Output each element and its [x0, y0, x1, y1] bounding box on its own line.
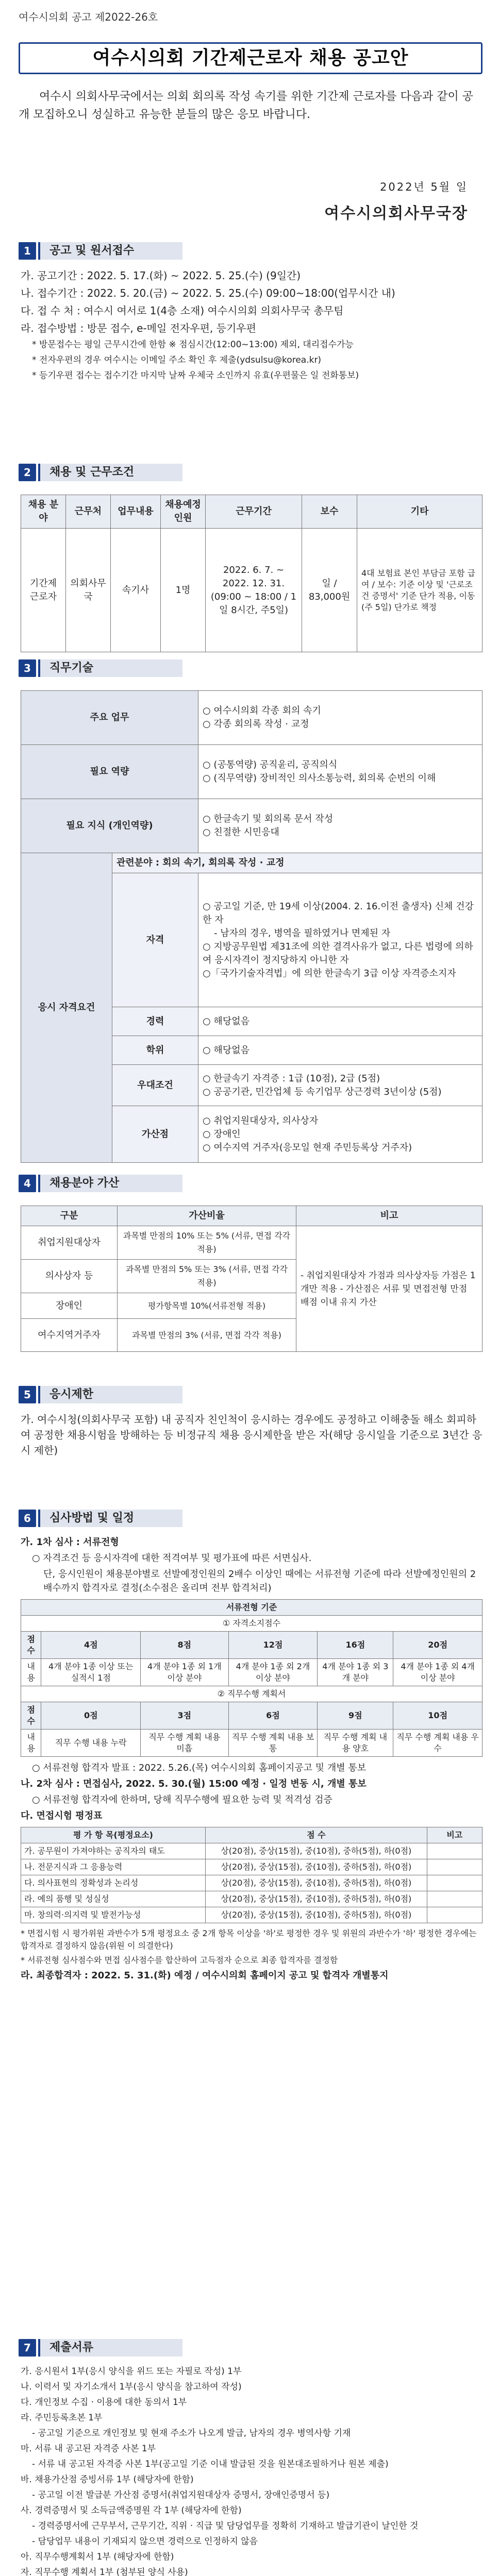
table-cell	[427, 1875, 482, 1891]
table-header: 채용 분야	[21, 495, 66, 529]
row-header: 경력	[112, 1007, 198, 1036]
row-header: 자격	[112, 873, 198, 1007]
section-7-header	[19, 2339, 182, 2357]
section-label: 제출서류	[38, 2339, 182, 2357]
table-cell: 4대 보험료 본인 부담금 포함 급여 / 보수: 기준 이상 및 '근로조건 증명서' 기준 단가 적용, 이동(주 5일) 단가로 책정	[357, 529, 483, 652]
value-line: ○「국가기술자격법」에 의한 한글속기 3급 이상 자격증소지자	[203, 968, 456, 979]
row-value	[198, 799, 483, 853]
table-header: 4점	[41, 1632, 141, 1659]
row-header: 필요 지식 (개인역량)	[21, 799, 198, 853]
section-5-header	[19, 1386, 182, 1403]
table-subtitle: ① 자격소지점수	[21, 1616, 483, 1632]
table-header: 9점	[318, 1702, 393, 1730]
s7-line: 나. 이력서 및 자기소개서 1부(응시 양식을 참고하여 작성)	[21, 2382, 242, 2392]
s1-note: * 등기우편 접수는 접수기간 마지막 날짜 우체국 소인까지 유효(우편물은 일 전화통보)	[32, 370, 359, 381]
s7-line: - 공고일 이전 발급분 가산점 증명서(취업지원대상자 증명서, 장애인증명서 등)	[32, 2490, 330, 2500]
section-label: 직무기술	[38, 659, 182, 677]
table-cell	[427, 1843, 482, 1859]
document-criteria-table	[21, 1599, 483, 1757]
row-header: 우대조건	[112, 1065, 198, 1106]
s7-line: - 경력증명서에 근무부서, 근무기간, 직위 · 직급 및 담당업무를 정확히 기재하고 발급기관이 날인한 것	[32, 2521, 419, 2531]
table-header: 비고	[296, 1206, 483, 1226]
s1-line: 라. 접수방법 : 방문 접수, e-메일 전자우편, 등기우편	[21, 322, 256, 334]
page-title: 여수시의회 기간제근로자 채용 공고안	[92, 47, 409, 69]
table-header: 업무내용	[111, 495, 161, 529]
s1-line: 다. 접 수 처 : 여수시 여서로 1(4층 소재) 여수시의회 의회사무국 총무팀	[21, 304, 344, 317]
notice-number: 여수시의회 공고 제2022-26호	[19, 11, 158, 23]
value-line: ○ 한글속기 및 회의록 문서 작성	[203, 814, 333, 824]
section-label: 채용 및 근무조건	[38, 464, 182, 481]
table-cell: 직무 수행 계획 내용 우수	[393, 1730, 483, 1757]
value-line: ○ 여수시의회 각종 회의 속기	[203, 705, 321, 716]
value-line: ○ 취업지원대상자, 의사상자	[203, 1115, 319, 1126]
section-7-body	[21, 2365, 483, 2576]
row-value	[198, 1065, 483, 1106]
s7-line: 아. 직무수행계획서 1부 (해당자에 한함)	[21, 2552, 174, 2562]
table-cell: 상(20점), 중상(15점), 중(10점), 중하(5점), 하(0점)	[206, 1843, 427, 1859]
row-value	[198, 1106, 483, 1163]
s6-line: ○ 서류전형 합격자에 한하며, 당해 직무수행에 필요한 능력 및 적격성 검증	[32, 1794, 332, 1805]
table-cell: 4개 분야 1종 외 2개 이상 분야	[228, 1659, 318, 1686]
s6-line: 가. 1차 심사 : 서류전형	[21, 1537, 119, 1548]
table-cell: 장애인	[21, 1293, 118, 1319]
table-cell: 일 / 83,000원	[302, 529, 357, 652]
s6-line: 라. 최종합격자 : 2022. 5. 31.(화) 예정 / 여수시의회 홈페이지 공고 및 합격자 개별통지	[21, 1970, 389, 1981]
value-line: ○ 한글속기 자격증 : 1급 (10점), 2급 (5점)	[203, 1073, 380, 1084]
notice-date: 2022년 5월 일	[379, 181, 468, 193]
table-cell: 마. 창의력·의지력 및 발전가능성	[21, 1907, 206, 1923]
table-header: 비고	[427, 1827, 482, 1843]
s7-line: 바. 채용가산점 증빙서류 1부 (해당자에 한함)	[21, 2475, 194, 2485]
s7-line: - 담당업무 내용이 기재되지 않으면 경력으로 인정하지 않음	[32, 2536, 258, 2547]
table-cell: 다. 의사표현의 정확성과 논리성	[21, 1875, 206, 1891]
table-header: 가산비율	[118, 1206, 296, 1226]
row-header: 가산점	[112, 1106, 198, 1163]
table-cell: 상(20점), 중상(15점), 중(10점), 중하(5점), 하(0점)	[206, 1859, 427, 1875]
table-cell: 과목별 만점의 10% 또는 5% (서류, 면접 각각 적용)	[118, 1226, 296, 1260]
section-number: 3	[19, 659, 36, 677]
table-cell: 과목별 만점의 5% 또는 3% (서류, 면접 각각 적용)	[118, 1260, 296, 1293]
table-cell: 직무 수행 계획 내용 미흡	[141, 1730, 229, 1757]
value-line: ○ (직무역량) 장비적인 의사소통능력, 회의록 순번의 이해	[203, 773, 436, 784]
table-header: 20점	[393, 1632, 483, 1659]
table-cell: 내용	[21, 1659, 41, 1686]
section-number: 7	[19, 2339, 36, 2357]
value-line: ○ (공통역량) 공직윤리, 공직의식	[203, 759, 338, 770]
section-5-body: 가. 여수시청(의회사무국 포함) 내 공직자 친인척이 응시하는 경우에도 공정하고 이해충돌 해소 회피하여 공정한 채용시험을 방해하는 등 비정규직 채용 응시제한을 받은 자(해당 응시일을 기준으로 3년간 응시 제한)	[21, 1413, 483, 1456]
table-cell: 1명	[161, 529, 206, 652]
table-title: 서류전형 기준	[21, 1600, 483, 1616]
row-value: ○ 해당없음	[198, 1007, 483, 1036]
section-1-body	[21, 268, 483, 384]
section-6-body	[21, 1535, 483, 1985]
table-cell	[427, 1859, 482, 1875]
table-note: - 취업지원대상자 가점과 의사상자등 가점은 1개만 적용 - 가산점은 서류 및 면접전형 만점 배점 이내 유지 가산	[296, 1226, 483, 1352]
table-header: 3점	[141, 1702, 229, 1730]
table-header: 8점	[141, 1632, 229, 1659]
table-cell: 2022. 6. 7. ~ 2022. 12. 31. (09:00 ~ 18:00 / 1일 8시간, 주5일)	[206, 529, 302, 652]
table-header: 10점	[393, 1702, 483, 1730]
section-number: 5	[19, 1386, 36, 1403]
table-cell: 상(20점), 중상(15점), 중(10점), 중하(5점), 하(0점)	[206, 1875, 427, 1891]
employment-table	[21, 495, 483, 652]
table-cell: 라. 예의 품행 및 성실성	[21, 1891, 206, 1907]
s6-line: ○ 서류전형 합격자 발표 : 2022. 5.26.(목) 여수시의회 홈페이지공고 및 개별 통보	[32, 1762, 367, 1773]
table-cell: 가. 공무원이 가져야하는 공직자의 태도	[21, 1843, 206, 1859]
row-header: 주요 업무	[21, 691, 198, 745]
s1-note: * 전자우편의 경우 여수시는 이메일 주소 확인 후 제출(ydsulsu@korea.kr)	[32, 355, 322, 365]
table-cell: 과목별 만점의 3% (서류, 면접 각각 적용)	[118, 1319, 296, 1352]
s1-line: 나. 접수기간 : 2022. 5. 20.(금) ~ 2022. 5. 25.(수) 09:00~18:00(업무시간 내)	[21, 287, 395, 299]
table-cell: 상(20점), 중상(15점), 중(10점), 중하(5점), 하(0점)	[206, 1891, 427, 1907]
table-header: 근무기간	[206, 495, 302, 529]
row-value: ○ 해당없음	[198, 1036, 483, 1065]
s6-note: * 면접시험 시 평가위원 과반수가 5개 평정요소 중 2개 항목 이상을 '하'로 평정한 경우 및 위원의 과반수가 '하' 평정한 경우에는 합격자로 결정하지 않음(위원 이 의결한다)	[21, 1928, 477, 1951]
table-cell: 속기사	[111, 529, 161, 652]
section-number: 2	[19, 464, 36, 481]
s7-line: 마. 서류 내 공고된 자격증 사본 1부	[21, 2444, 156, 2454]
table-cell: 직무 수행 계획 내용 양호	[318, 1730, 393, 1757]
row-header: 필요 역량	[21, 745, 198, 799]
table-cell: 직무 수행 내용 누락	[41, 1730, 141, 1757]
section-label: 응시제한	[38, 1386, 182, 1403]
table-cell: 4개 분야 1종 외 3개 분야	[318, 1659, 393, 1686]
row-header: 학위	[112, 1036, 198, 1065]
s6-line: ○ 자격조건 등 응시자격에 대한 적격여부 및 평가표에 따른 서면심사.	[32, 1553, 312, 1564]
row-header: 응시 자격요건	[21, 853, 112, 1163]
interview-table	[21, 1827, 483, 1923]
table-cell: 취업지원대상자	[21, 1226, 118, 1260]
row-value	[198, 873, 483, 1007]
s1-note: * 방문접수는 평일 근무시간에 한함 ※ 점심시간(12:00~13:00) 제외, 대리접수가능	[32, 340, 354, 350]
value-line: ○ 지방공무원법 제31조에 의한 결격사유가 없고, 다른 법령에 의하여 응시자격이 정지당하지 아니한 자	[203, 941, 473, 965]
s6-line: 단, 응시인원이 채용분야별로 선발예정인원의 2배수 이상인 때에는 서류전형 기준에 따라 선발예정인원의 2배수까지 합격자로 결정(소수점은 올리며 전부 합격처리)	[43, 1569, 476, 1594]
table-header: 채용예정 인원	[161, 495, 206, 529]
table-cell: 4개 분야 1종 이상 또는 실적시 1점	[41, 1659, 141, 1686]
section-4-header	[19, 1175, 182, 1192]
s6-line: 다. 면접시험 평정표	[21, 1810, 103, 1821]
value-line: ○ 친절한 시민응대	[203, 827, 279, 838]
table-cell: 4개 분야 1종 외 4개 이상 분야	[393, 1659, 483, 1686]
table-header: 구분	[21, 1206, 118, 1226]
table-cell: 내용	[21, 1730, 41, 1757]
s7-line: 가. 응시원서 1부(응시 양식을 위드 또는 자필로 작성) 1부	[21, 2366, 242, 2377]
table-header: 12점	[228, 1632, 318, 1659]
table-cell: 의사상자 등	[21, 1260, 118, 1293]
row-value	[198, 745, 483, 799]
section-1-header	[19, 242, 182, 260]
s7-line: 라. 주민등록초본 1부	[21, 2413, 103, 2423]
table-header: 6점	[228, 1702, 318, 1730]
table-cell: 4개 분야 1종 외 1개 이상 분야	[141, 1659, 229, 1686]
table-cell: 기간제 근로자	[21, 529, 66, 652]
section-3-header	[19, 659, 182, 677]
s7-line: 자. 직무수행 계획서 1부 (첨부된 양식 사용)	[21, 2567, 188, 2576]
title-box	[19, 42, 483, 74]
table-cell: 나. 전문지식과 그 응용능력	[21, 1859, 206, 1875]
section-number: 6	[19, 1510, 36, 1527]
row-value	[198, 691, 483, 745]
table-subtitle: ② 직무수행 계획서	[21, 1686, 483, 1702]
s7-line: 다. 개인정보 수집 · 이용에 대한 동의서 1부	[21, 2397, 187, 2408]
qual-title: 관련분야 : 회의 속기, 회의록 작성 · 교정	[112, 853, 483, 873]
section-2-header	[19, 464, 182, 481]
s7-line: - 서류 내 공고된 자격증 사본 1부(공고일 기준 이내 발급된 것을 원본대조필하거나 원본 제출)	[32, 2459, 389, 2469]
table-header: 근무처	[66, 495, 111, 529]
table-cell: 의회사무국	[66, 529, 111, 652]
table-cell	[427, 1907, 482, 1923]
table-header: 평 가 항 목(평정요소)	[21, 1827, 206, 1843]
table-cell: 직무 수행 계획 내용 보통	[228, 1730, 318, 1757]
table-cell: 상(20점), 중상(15점), 중(10점), 중하(5점), 하(0점)	[206, 1907, 427, 1923]
table-header: 점수	[21, 1632, 41, 1659]
value-line: ○ 공고일 기준, 만 19세 이상(2004. 2. 16.이전 출생자) 신체 건강한 자	[203, 901, 474, 925]
table-header: 점 수	[206, 1827, 427, 1843]
table-header: 기타	[357, 495, 483, 529]
s1-line: 가. 공고기간 : 2022. 5. 17.(화) ~ 2022. 5. 25.(수) (9일간)	[21, 269, 301, 282]
s6-line: 나. 2차 심사 : 면접심사, 2022. 5. 30.(월) 15:00 예정 · 일정 변동 시, 개별 통보	[21, 1778, 367, 1789]
section-label: 채용분야 가산	[38, 1175, 182, 1192]
table-cell: 평가항목별 10%(서류전형 적용)	[118, 1293, 296, 1319]
section-label: 심사방법 및 일정	[38, 1510, 182, 1527]
issuer: 여수시의회사무국장	[324, 205, 468, 223]
bonus-table	[21, 1206, 483, 1352]
s7-line: - 공고일 기준으로 개인정보 및 현재 주소가 나오게 발급, 남자의 경우 병역사항 기재	[32, 2428, 351, 2438]
section-label: 공고 및 원서접수	[38, 242, 182, 260]
table-header: 0점	[41, 1702, 141, 1730]
intro-paragraph: 여수시 의회사무국에서는 의회 회의록 작성 속기를 위한 기간제 근로자를 다음과 같이 공개 모집하오니 성실하고 유능한 분들의 많은 응모 바랍니다.	[19, 90, 473, 121]
duty-table	[21, 690, 483, 1163]
table-header: 16점	[318, 1632, 393, 1659]
value-line: ○ 여수지역 거주자(응모일 현재 주민등록상 거주자)	[203, 1142, 412, 1153]
table-header: 보수	[302, 495, 357, 529]
section-number: 4	[19, 1175, 36, 1192]
s6-note: * 서류전형 심사점수와 면접 심사점수를 합산하여 고득점자 순으로 최종 합격자를 결정함	[21, 1955, 338, 1965]
section-number: 1	[19, 242, 36, 260]
value-line: ○ 공공기관, 민간업체 등 속기업무 상근경력 3년이상 (5점)	[203, 1086, 442, 1097]
table-cell	[427, 1891, 482, 1907]
table-header: 점수	[21, 1702, 41, 1730]
value-line: ○ 장애인	[203, 1128, 241, 1140]
value-line: - 남자의 경우, 병역을 필하였거나 면제된 자	[214, 927, 391, 939]
value-line: ○ 각종 회의록 작성 · 교정	[203, 719, 309, 730]
section-6-header	[19, 1510, 182, 1527]
table-cell: 여수지역거주자	[21, 1319, 118, 1352]
s7-line: 사. 경력증명서 및 소득금액증명원 각 1부 (해당자에 한함)	[21, 2505, 242, 2516]
